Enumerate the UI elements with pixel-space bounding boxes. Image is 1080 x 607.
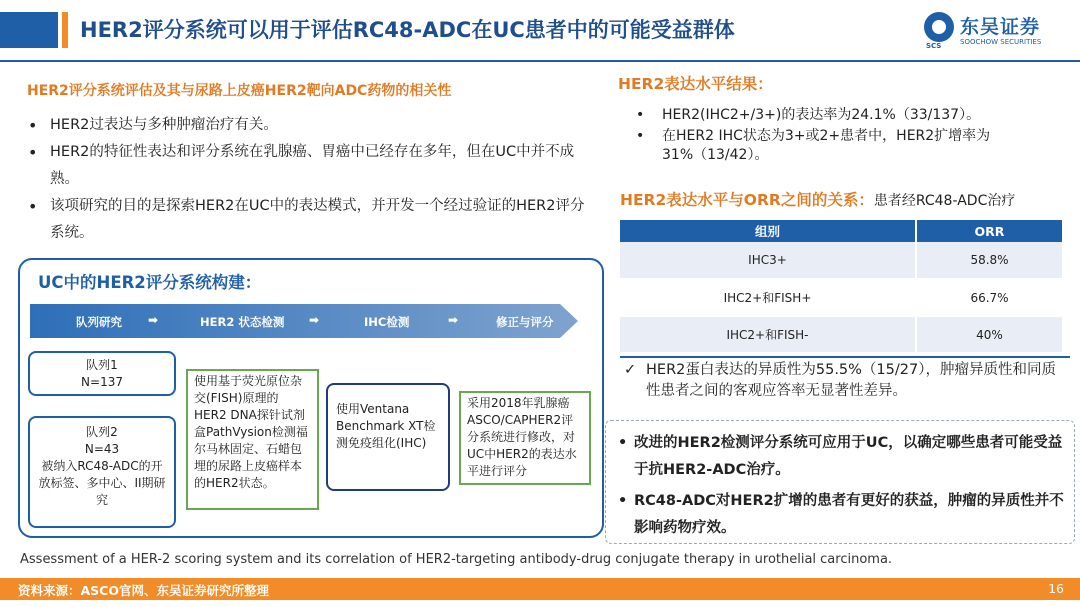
left-bullet-list xyxy=(22,112,592,247)
her2-result-item: • HER2(IHC2+/3+)的表达率为24.1%（33/137）。 xyxy=(630,106,1070,125)
header-orange-accent xyxy=(62,12,68,48)
source-note: 资料来源：ASCO官网、东吴证券研究所整理 xyxy=(18,583,269,598)
flow-arrow-icon: ➡ xyxy=(448,313,459,327)
her2-result-heading: HER2表达水平结果： xyxy=(618,75,773,93)
left-bullet-item: • HER2过表达与多种肿瘤治疗有关。 xyxy=(22,112,592,139)
table-cell-group: IHC2+和FISH- xyxy=(620,316,916,353)
orr-relation-note: 患者经RC48-ADC治疗 xyxy=(873,193,1016,209)
page-number: 16 xyxy=(1048,581,1064,596)
logo-mark-icon xyxy=(924,12,954,42)
orr-relation-heading xyxy=(620,188,1015,210)
orr-relation-title: HER2表达水平与ORR之间的关系： xyxy=(620,191,874,209)
flow-arrow-icon: ➡ xyxy=(148,313,159,327)
flow-step-cohort: 队列研究 xyxy=(76,315,122,329)
table-cell-orr: 58.8% xyxy=(916,242,1062,279)
table-cell-group: IHC3+ xyxy=(620,242,916,279)
cohort1-box: 队列1 N=137 xyxy=(28,351,176,396)
left-bullet-item: • 该项研究的目的是探索HER2在UC中的表达模式，并开发一个经过验证的HER2评分系统。 xyxy=(22,193,592,247)
flow-step-revise: 修正与评分 xyxy=(496,315,554,329)
flow-step-ihc: IHC检测 xyxy=(364,315,410,329)
slide-title: HER2评分系统可以用于评估RC48-ADC在UC患者中的可能受益群体 xyxy=(80,18,735,42)
logo-name-en: SOOCHOW SECURITIES xyxy=(960,38,1042,46)
table-row xyxy=(620,279,1062,316)
cohort2-box: 队列2 N=43 被纳入RC48-ADC的开放标签、多中心、II期研究 xyxy=(28,416,176,528)
table-row xyxy=(620,242,1062,279)
figure-caption: Assessment of a HER-2 scoring system and its correlation of HER2-targeting antibody-drug conjugate therapy in urothelial carcinoma. xyxy=(20,552,893,567)
slide-footer xyxy=(0,578,1080,600)
header-divider xyxy=(0,60,1080,62)
orr-table xyxy=(620,220,1062,354)
flow-arrow-icon: ➡ xyxy=(309,313,320,327)
fish-method-box: 使用基于荧光原位杂交(FISH)原理的HER2 DNA探针试剂盒PathVysion检测福尔马林固定、石蜡包埋的尿路上皮癌样本的HER2状态。 xyxy=(186,369,319,510)
table-cell-orr: 40% xyxy=(916,316,1062,353)
table-header-group: 组别 xyxy=(620,220,916,242)
header-blue-bar xyxy=(0,12,58,48)
table-cell-orr: 66.7% xyxy=(916,279,1062,316)
revise-method-box: 采用2018年乳腺癌ASCO/CAPHER2评分系统进行修改，对UC中HER2的表达水平进行评分 xyxy=(459,391,591,485)
slide-header xyxy=(0,0,1080,62)
logo-name-cn: 东吴证券 xyxy=(960,16,1041,38)
heterogeneity-text: HER2蛋白表达的异质性为55.5%（15/27），肿瘤异质性和同质性患者之间的客观应答率无显著性差异。 xyxy=(646,362,1056,399)
table-header-row xyxy=(620,220,1062,242)
process-flow-arrow xyxy=(30,302,580,340)
table-row xyxy=(620,316,1062,353)
check-mark-icon: ✓ xyxy=(624,362,637,378)
left-section-heading: HER2评分系统评估及其与尿路上皮癌HER2靶向ADC药物的相关性 xyxy=(27,83,452,99)
conclusion-list xyxy=(616,430,1066,546)
ihc-method-box: 使用Ventana Benchmark XT检测免疫组化(IHC) xyxy=(326,383,450,491)
flow-step-her2-status: HER2 状态检测 xyxy=(200,315,285,329)
table-header-orr: ORR xyxy=(916,220,1062,242)
logo-abbrev: SCS xyxy=(926,42,942,50)
her2-result-list xyxy=(630,106,1070,167)
construct-title: UC中的HER2评分系统构建： xyxy=(38,273,262,292)
left-bullet-item: • HER2的特征性表达和评分系统在乳腺癌、胃癌中已经存在多年，但在UC中并不成熟。 xyxy=(22,139,592,193)
her2-result-item: • 在HER2 IHC状态为3+或2+患者中，HER2扩增率为31%（13/42）。 xyxy=(630,127,1070,165)
table-cell-group: IHC2+和FISH+ xyxy=(620,279,916,316)
company-logo xyxy=(924,8,1066,52)
conclusion-item: • RC48-ADC对HER2扩增的患者有更好的获益，肿瘤的异质性并不影响药物疗效。 xyxy=(616,488,1066,542)
conclusion-item: • 改进的HER2检测评分系统可应用于UC，以确定哪些患者可能受益于抗HER2-ADC治疗。 xyxy=(616,430,1066,484)
heterogeneity-note xyxy=(620,356,1070,402)
